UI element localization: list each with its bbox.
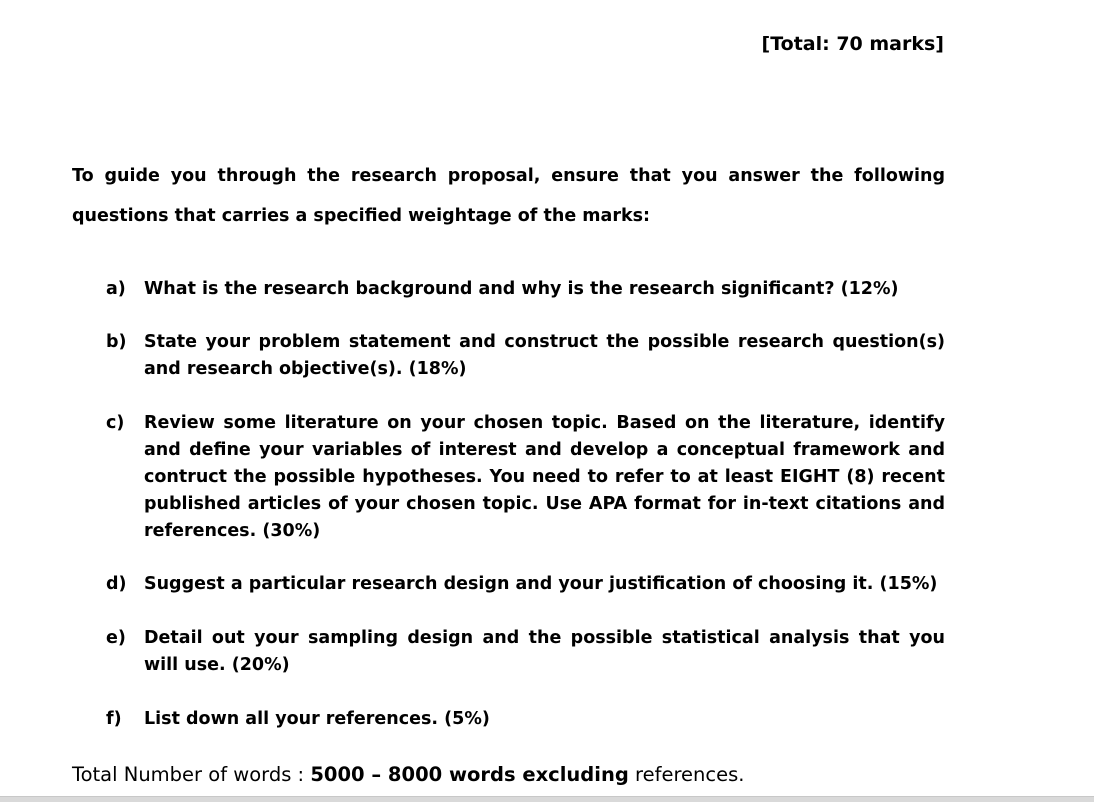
question-item-c	[106, 410, 945, 545]
question-letter: b)	[106, 332, 127, 352]
question-letter: c)	[106, 413, 125, 433]
question-letter: f)	[106, 709, 122, 729]
question-text: Suggest a particular research design and your justification of choosing it. (15%)	[144, 574, 938, 594]
question-text: List down all your references. (5%)	[144, 709, 490, 729]
word-count-range: 5000 – 8000 words excluding	[310, 763, 629, 786]
question-item-d	[106, 571, 945, 598]
question-letter: e)	[106, 628, 126, 648]
question-text: Detail out your sampling design and the possible statistical analysis that you will use. (20%)	[144, 628, 945, 675]
question-item-e	[106, 625, 945, 679]
questions-list	[106, 276, 945, 733]
word-count-line	[72, 762, 744, 788]
question-item-f	[106, 706, 945, 733]
question-text: State your problem statement and construct the possible research question(s) and research objective(s). (18%)	[144, 332, 945, 379]
word-count-prefix: Total Number of words :	[72, 763, 311, 786]
question-item-b	[106, 329, 945, 383]
question-letter: a)	[106, 279, 126, 299]
total-marks-heading: [Total: 70 marks]	[761, 33, 944, 55]
question-text: What is the research background and why is the research significant? (12%)	[144, 279, 899, 299]
question-item-a	[106, 276, 945, 303]
question-text: Review some literature on your chosen topic. Based on the literature, identify and define your variables of interest and develop a conceptual framework and contruct the possible hypotheses. You need to refer to at least EIGHT (8) recent published articles of your chosen topic. Use APA format for in-text citations and references. (30%)	[144, 413, 945, 541]
question-letter: d)	[106, 574, 127, 594]
intro-paragraph: To guide you through the research proposal, ensure that you answer the following questions that carries a specified weightage of the marks:	[72, 166, 945, 226]
word-count-suffix: references.	[628, 763, 745, 786]
page-bottom-scroll-edge	[0, 796, 1094, 802]
